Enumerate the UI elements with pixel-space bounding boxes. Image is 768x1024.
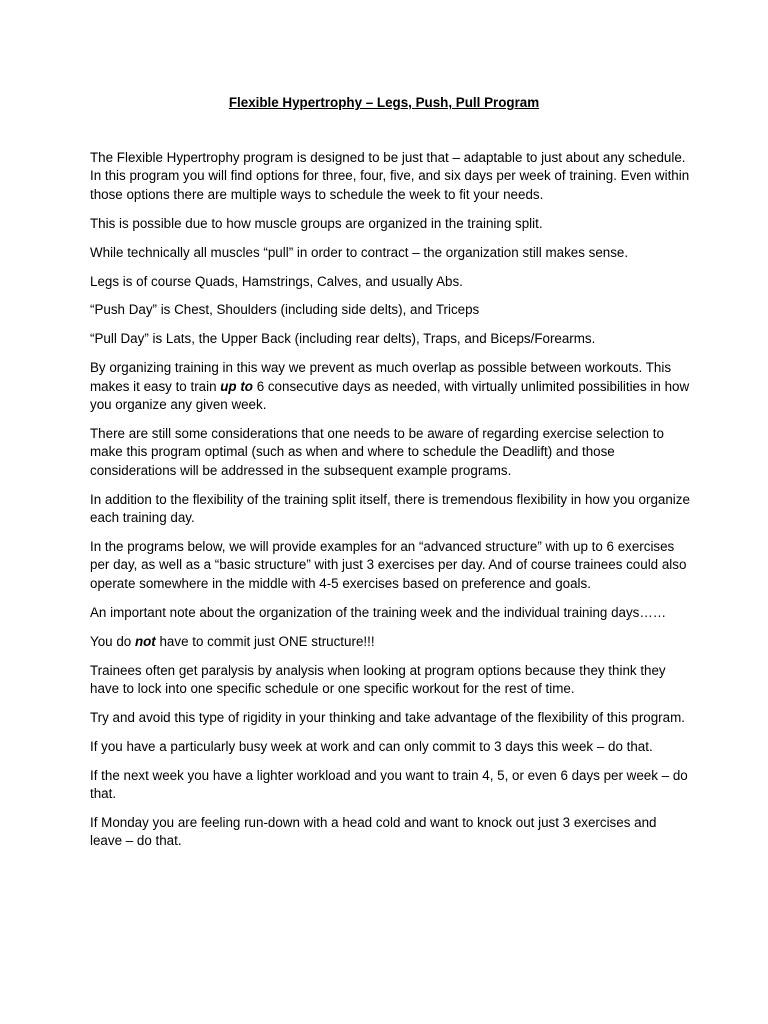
paragraph: An important note about the organization of the training week and the individual training days…… [90,604,667,620]
emphasized-text: up to [220,378,253,394]
paragraph: While technically all muscles “pull” in order to contract – the organization still makes sense. [90,244,629,260]
document-body [90,149,690,861]
paragraph [90,359,690,414]
paragraph: Legs is of course Quads, Hamstrings, Calves, and usually Abs. [90,273,463,289]
paragraph: In the programs below, we will provide examples for an “advanced structure” with up to 6 exercises per day, as well as a “basic structure” with just 3 exercises per day. And of course trainees could also operate somewhere in the middle with 4-5 exercises based on preference and goals. [90,539,687,591]
paragraph-text: You do [90,633,135,649]
paragraph: The Flexible Hypertrophy program is designed to be just that – adaptable to just about any schedule. In this program you will find options for three, four, five, and six days per week of training. Even within those options there are multiple ways to schedule the week to fit your needs. [90,150,690,202]
paragraph: If the next week you have a lighter workload and you want to train 4, 5, or even 6 days per week – do that. [90,767,688,802]
paragraph: If Monday you are feeling run-down with a head cold and want to knock out just 3 exercises and leave – do that. [90,814,657,849]
paragraph-text: 6 consecutive days as needed, with virtually unlimited possibilities in how you organize any given week. [90,378,690,413]
paragraph: “Push Day” is Chest, Shoulders (including side delts), and Triceps [90,302,480,318]
page-title: Flexible Hypertrophy – Legs, Push, Pull Program [228,95,540,110]
paragraph: There are still some considerations that one needs to be aware of regarding exercise selection to make this program optimal (such as when and where to schedule the Deadlift) and those considerations will be addressed in the subsequent example programs. [90,425,664,478]
paragraph: Trainees often get paralysis by analysis when looking at program options because they think they have to lock into one specific schedule or one specific workout for the rest of time. [90,662,666,696]
paragraph: Try and avoid this type of rigidity in your thinking and take advantage of the flexibility of this program. [90,709,685,725]
paragraph: In addition to the flexibility of the training split itself, there is tremendous flexibility in how you organize each training day. [90,491,690,526]
paragraph-text: By organizing training in this way we prevent as much overlap as possible between workouts. This makes it easy to train [90,360,672,394]
paragraph: If you have a particularly busy week at work and can only commit to 3 days this week – do that. [90,738,653,754]
paragraph: This is possible due to how muscle groups are organized in the training split. [90,215,543,231]
paragraph: “Pull Day” is Lats, the Upper Back (including rear delts), Traps, and Biceps/Forearms. [90,331,596,347]
paragraph-text: have to commit just ONE structure!!! [155,633,375,649]
emphasized-text: not [134,633,156,649]
paragraph [90,633,690,651]
